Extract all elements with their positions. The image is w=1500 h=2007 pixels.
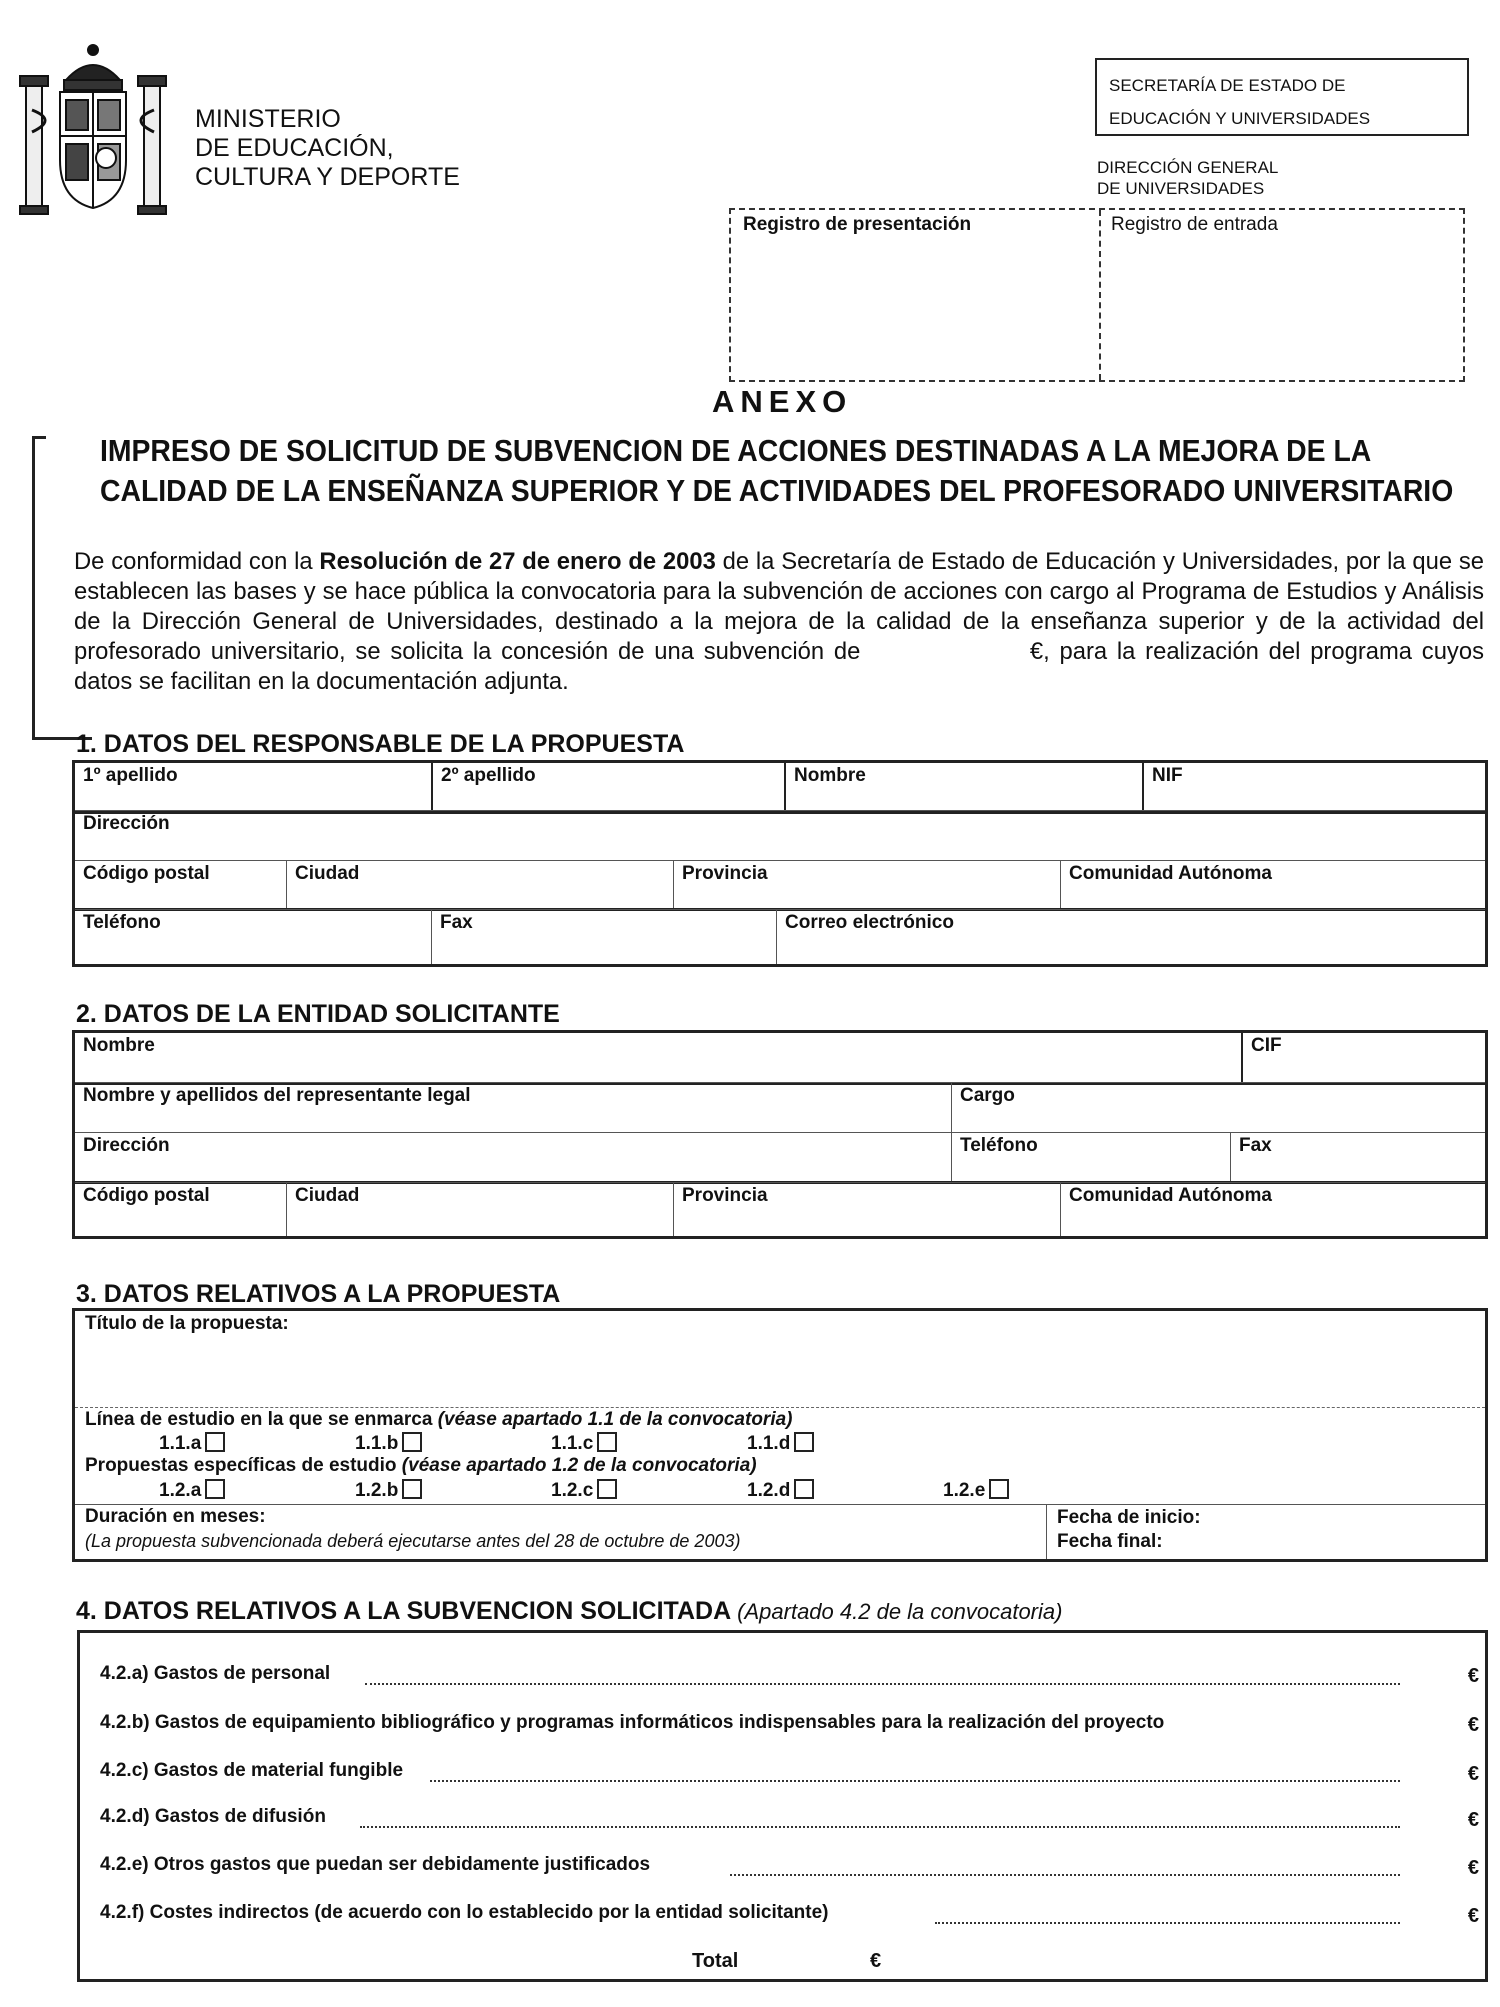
section2-table-c (72, 1182, 1488, 1239)
cp2-field[interactable]: Código postal (74, 1183, 287, 1238)
checkbox-icon[interactable] (402, 1432, 422, 1452)
secretaria-box: SECRETARÍA DE ESTADO DE EDUCACIÓN Y UNIVERSIDADES (1095, 58, 1469, 136)
comunidad1-field[interactable]: Comunidad Autónoma (1061, 861, 1487, 910)
section2-table-b (72, 1082, 1488, 1184)
costes-indirectos-row[interactable]: 4.2.f) Costes indirectos (de acuerdo con lo establecido por la entidad solicitante) (100, 1902, 829, 1923)
registro-box (729, 208, 1465, 382)
nif-field[interactable]: NIF (1143, 762, 1487, 813)
nombre2-field[interactable]: Nombre (74, 1032, 1243, 1084)
section1-heading: 1. DATOS DEL RESPONSABLE DE LA PROPUESTA (76, 730, 685, 758)
linea-estudio-label: Línea de estudio en la que se enmarca (véase apartado 1.1 de la convocatoria) (85, 1409, 793, 1430)
option-1-1-b[interactable]: 1.1.b (355, 1432, 551, 1455)
gastos-fungible-row[interactable]: 4.2.c) Gastos de material fungible (100, 1760, 404, 1781)
direccion-general: DIRECCIÓN GENERAL DE UNIVERSIDADES (1097, 158, 1279, 198)
otros-gastos-row[interactable]: 4.2.e) Otros gastos que puedan ser debidamente justificados (100, 1854, 651, 1875)
section1-table (72, 760, 1488, 814)
correo1-field[interactable]: Correo electrónico (777, 910, 1487, 966)
section2-heading: 2. DATOS DE LA ENTIDAD SOLICITANTE (76, 1000, 560, 1028)
option-1-2-b[interactable]: 1.2.b (355, 1479, 551, 1502)
registro-presentacion-label: Registro de presentación (743, 214, 972, 235)
option-1-1-c[interactable]: 1.1.c (551, 1432, 747, 1455)
option-1-2-c[interactable]: 1.2.c (551, 1479, 747, 1502)
checkbox-icon[interactable] (205, 1432, 225, 1452)
fecha-final-field[interactable]: Fecha final: (1057, 1531, 1163, 1552)
gastos-personal-row[interactable]: 4.2.a) Gastos de personal (100, 1663, 331, 1684)
section1-table-c (72, 909, 1488, 967)
form-title: IMPRESO DE SOLICITUD DE SUBVENCION DE ACCIONES DESTINADAS A LA MEJORA DE LA CALIDAD DE LA ENSEÑANZA SUPERIOR Y DE ACTIVIDADES DEL PROFESORADO UNIVERSITARIO (100, 434, 1454, 508)
checkbox-icon[interactable] (597, 1479, 617, 1499)
option-1-2-e[interactable]: 1.2.e (943, 1479, 1063, 1502)
checkbox-icon[interactable] (794, 1479, 814, 1499)
propuestas-options (159, 1479, 1063, 1502)
ciudad1-field[interactable]: Ciudad (287, 861, 674, 910)
euro-symbol: € (1467, 1857, 1479, 1879)
section3-heading: 3. DATOS RELATIVOS A LA PROPUESTA (76, 1280, 561, 1308)
euro-symbol: € (1467, 1714, 1479, 1736)
provincia2-field[interactable]: Provincia (674, 1183, 1061, 1238)
anexo-heading: ANEXO (712, 384, 853, 419)
fax2-field[interactable]: Fax (1231, 1133, 1487, 1183)
option-1-2-d[interactable]: 1.2.d (747, 1479, 943, 1502)
section4-heading: 4. DATOS RELATIVOS A LA SUBVENCION SOLICITADA (Apartado 4.2 de la convocatoria) (76, 1597, 1063, 1625)
gastos-difusion-row[interactable]: 4.2.d) Gastos de difusión (100, 1806, 326, 1827)
propuestas-label: Propuestas específicas de estudio (véase apartado 1.2 de la convocatoria) (85, 1455, 757, 1476)
option-1-1-d[interactable]: 1.1.d (747, 1432, 943, 1455)
registro-entrada-label: Registro de entrada (1111, 214, 1278, 235)
cif-field[interactable]: CIF (1242, 1032, 1487, 1084)
section1-table-b (72, 810, 1488, 911)
option-1-2-a[interactable]: 1.2.a (159, 1479, 355, 1502)
direccion2-field[interactable]: Dirección (74, 1133, 952, 1183)
gastos-equipamiento-row[interactable]: 4.2.b) Gastos de equipamiento bibliográfico y programas informáticos indispensables para la realización del proyecto (100, 1712, 1165, 1733)
titulo-propuesta-field[interactable]: Título de la propuesta: (85, 1313, 289, 1334)
euro-symbol: € (1467, 1809, 1479, 1831)
section2-table-a (72, 1030, 1488, 1085)
euro-symbol: € (1467, 1763, 1479, 1785)
checkbox-icon[interactable] (989, 1479, 1009, 1499)
nombre-field[interactable]: Nombre (785, 762, 1143, 813)
checkbox-icon[interactable] (402, 1479, 422, 1499)
checkbox-icon[interactable] (794, 1432, 814, 1452)
option-1-1-a[interactable]: 1.1.a (159, 1432, 355, 1455)
ciudad2-field[interactable]: Ciudad (287, 1183, 674, 1238)
euro-symbol: € (1467, 1905, 1479, 1927)
linea-options (159, 1432, 943, 1455)
telefono2-field[interactable]: Teléfono (952, 1133, 1231, 1183)
provincia1-field[interactable]: Provincia (674, 861, 1061, 910)
total-label: Total (692, 1950, 739, 1972)
telefono1-field[interactable]: Teléfono (74, 910, 432, 966)
duracion-field[interactable]: Duración en meses: (85, 1506, 266, 1527)
apellido1-field[interactable]: 1º apellido (74, 762, 433, 813)
fax1-field[interactable]: Fax (432, 910, 777, 966)
direccion1-field[interactable]: Dirección (74, 811, 1487, 861)
fecha-inicio-field[interactable]: Fecha de inicio: (1057, 1507, 1201, 1528)
section4-box (77, 1630, 1488, 1982)
cp1-field[interactable]: Código postal (74, 861, 287, 910)
checkbox-icon[interactable] (205, 1479, 225, 1499)
representante-field[interactable]: Nombre y apellidos del representante legal (74, 1083, 952, 1133)
checkbox-icon[interactable] (597, 1432, 617, 1452)
section3-box (72, 1308, 1488, 1562)
comunidad2-field[interactable]: Comunidad Autónoma (1061, 1183, 1487, 1238)
total-euro-field[interactable]: € (870, 1950, 882, 1972)
coat-of-arms-logo (18, 40, 168, 218)
intro-paragraph: De conformidad con la Resolución de 27 de enero de 2003 de la Secretaría de Estado de Educación y Universidades, por la que se establecen las bases y se hace pública la convocatoria para la subvención de acciones con cargo al Programa de Estudios y Análisis de la Dirección General de Universidades, destinado a la mejora de la calidad de la enseñanza superior y de la actividad del profesorado universitario, se solicita la concesión de una subvención de €, para la realización del programa cuyos datos se facilitan en la documentación adjunta. (74, 548, 1484, 695)
apellido2-field[interactable]: 2º apellido (432, 762, 785, 813)
duracion-note: (La propuesta subvencionada deberá ejecutarse antes del 28 de octubre de 2003) (85, 1531, 741, 1551)
cargo-field[interactable]: Cargo (952, 1083, 1487, 1133)
euro-symbol: € (1467, 1665, 1479, 1687)
ministry-name: MINISTERIO DE EDUCACIÓN, CULTURA Y DEPORTE (195, 105, 460, 191)
